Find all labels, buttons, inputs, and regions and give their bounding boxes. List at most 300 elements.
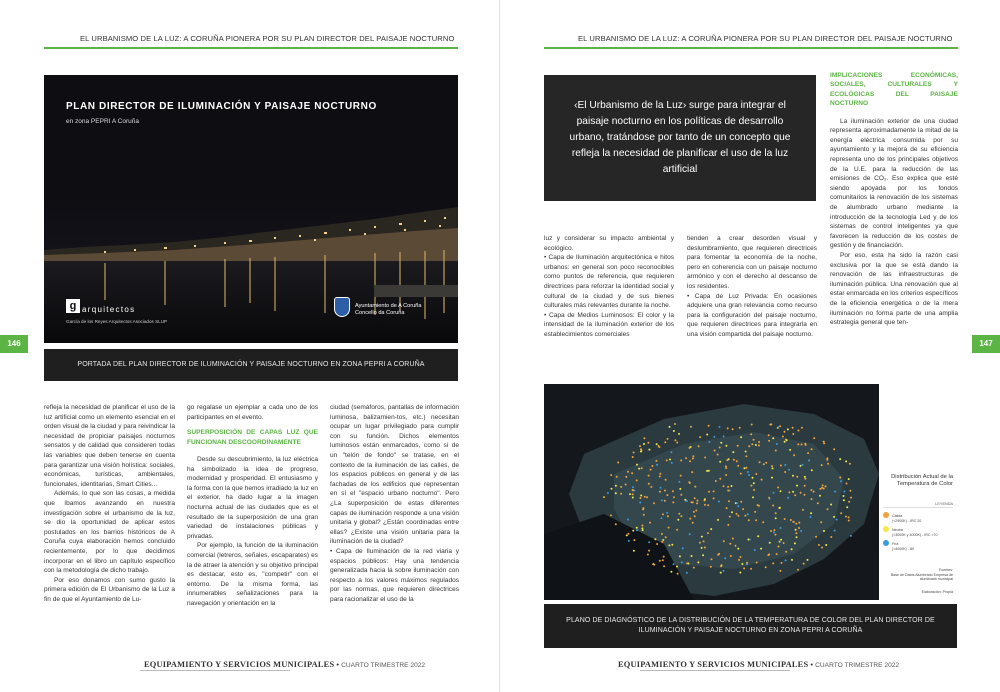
streetlight-dot [811, 448, 813, 450]
streetlight-dot [823, 442, 825, 444]
streetlight-dot [736, 513, 738, 515]
streetlight-dot [610, 514, 612, 516]
streetlight-dot [726, 507, 728, 509]
streetlight-dot [808, 460, 810, 462]
streetlight-dot [725, 445, 727, 447]
streetlight-dot [625, 484, 627, 486]
paragraph: refleja la necesidad de planificar el uso de la luz artificial como un elemento esencial en el orden visual de la ciudad y para reivindicar la necesidad de propiciar paisajes nocturnos sensatos y de calidad que consideren todas las variables que deben tenerse en cuenta para garantizar una visión holística: sociales, económicas, turísticas, ambientales, funcionales, identitarias, Smart Cities... [44, 404, 176, 488]
running-head: EL URBANISMO DE LA LUZ: A CORUÑA PIONERA POR SU PLAN DIRECTOR DEL PAISAJE NOCTURNO [578, 34, 953, 43]
streetlight-dot [656, 543, 658, 545]
streetlight-dot [633, 550, 635, 552]
legend-credit: Elaboración: Propia [921, 590, 953, 594]
streetlight-dot [653, 564, 655, 566]
streetlight-dot [692, 501, 694, 503]
streetlight-dot [826, 459, 828, 461]
streetlight-dot [706, 434, 708, 436]
streetlight-dot [666, 512, 668, 514]
streetlight-dot [735, 545, 737, 547]
streetlight-dot [617, 462, 619, 464]
legend-detail: (>3000K y 4000K) - IRC >70 [892, 532, 938, 537]
streetlight-dot [692, 455, 694, 457]
streetlight-dot [686, 500, 688, 502]
streetlight-dot [755, 519, 757, 521]
text-column-side [830, 71, 958, 328]
streetlight-dot [830, 536, 832, 538]
streetlight-dot [676, 566, 678, 568]
streetlight-dot [744, 515, 746, 517]
streetlight-dot [740, 473, 742, 475]
council-crest-icon [334, 297, 350, 317]
streetlight-dot [723, 435, 725, 437]
streetlight-dot [607, 492, 609, 494]
streetlight-dot [642, 525, 644, 527]
streetlight-dot [642, 508, 644, 510]
streetlight-dot [775, 534, 777, 536]
streetlight-dot [664, 500, 666, 502]
running-head-rule [544, 47, 958, 49]
streetlight-dot [677, 519, 679, 521]
streetlight-dot [633, 539, 635, 541]
streetlight-dot [636, 479, 638, 481]
streetlight-dot [679, 555, 681, 557]
streetlight-dot [689, 460, 691, 462]
paragraph: • Capa de Iluminación arquitectónica e hitos urbanos: en general son poco reconocibles como puntos de referencia, que requieren directrices para reforzar la identidad social y cultural de la ciudad y de sus bienes culturales más relevantes durante la noche. [544, 254, 674, 310]
streetlight-dot [732, 428, 734, 430]
streetlight-dot [665, 536, 667, 538]
paragraph: Por ejemplo, la función de la iluminación comercial (letreros, señales, escaparates) es la de atraer la atención y su objetivo principal es destacar, esto es, "competir" con el entorno. De la misma forma, las innumerables señalizaciones para la navegación y orientación en la [187, 542, 319, 607]
streetlight-dot [810, 516, 812, 518]
streetlight-dot [648, 475, 650, 477]
streetlight-dot [747, 513, 749, 515]
streetlight-dot [702, 554, 704, 556]
streetlight-dot [784, 431, 786, 433]
streetlight-dot [765, 566, 767, 568]
streetlight-dot [745, 451, 747, 453]
paragraph: • Capa de Medios Luminosos: El color y la intensidad de la iluminación exterior de los establecimientos comerciales [544, 311, 674, 338]
streetlight-dot [672, 501, 674, 503]
streetlight-dot [680, 475, 682, 477]
streetlight-dot [723, 485, 725, 487]
streetlight-dot [779, 425, 781, 427]
streetlight-dot [811, 469, 813, 471]
streetlight-dot [821, 487, 823, 489]
streetlight-dot [792, 475, 794, 477]
streetlight-dot [804, 476, 806, 478]
streetlight-dot [611, 488, 613, 490]
streetlight-dot [704, 498, 706, 500]
streetlight-dot [678, 481, 680, 483]
streetlight-dot [779, 570, 781, 572]
streetlight-dot [650, 486, 652, 488]
cover-caption: PORTADA DEL PLAN DIRECTOR DE ILUMINACIÓN Y PAISAJE NOCTURNO EN ZONA PEPRI A CORUÑA [44, 349, 458, 381]
streetlight-dot [784, 471, 786, 473]
streetlight-dot [751, 443, 753, 445]
streetlight-dot [725, 474, 727, 476]
streetlight-dot [760, 548, 762, 550]
streetlight-dot [833, 448, 835, 450]
legend-label: Neutra [892, 528, 903, 532]
streetlight-dot [737, 505, 739, 507]
streetlight-dot [664, 490, 666, 492]
map-legend [879, 384, 957, 600]
streetlight-dot [748, 474, 750, 476]
streetlight-dot [843, 495, 845, 497]
streetlight-dot [804, 494, 806, 496]
streetlight-dot [603, 496, 605, 498]
streetlight-dot [775, 512, 777, 514]
issue-quarter: CUARTO TRIMESTRE 2022 [341, 662, 426, 669]
streetlight-dot [632, 486, 634, 488]
streetlight-dot [794, 542, 796, 544]
cover-subtitle: en zona PEPRI A Coruña [66, 118, 139, 125]
streetlight-dot [748, 445, 750, 447]
streetlight-dot [737, 465, 739, 467]
streetlight-dot [670, 571, 672, 573]
streetlight-dot [821, 547, 823, 549]
streetlight-dot [821, 464, 823, 466]
publication-name: EQUIPAMIENTO Y SERVICIOS MUNICIPALES [618, 660, 809, 669]
streetlight-dot [711, 558, 713, 560]
streetlight-dot [661, 517, 663, 519]
streetlight-dot [834, 491, 836, 493]
streetlight-dot [730, 555, 732, 557]
streetlight-dot [628, 540, 630, 542]
legend-item-neutral [883, 526, 953, 537]
streetlight-dot [848, 520, 850, 522]
streetlight-dot [676, 529, 678, 531]
streetlight-dot [743, 467, 745, 469]
streetlight-dot [800, 530, 802, 532]
streetlight-dot [778, 546, 780, 548]
legend-detail: (<2900K) - IRC 20 [892, 518, 922, 523]
streetlight-dot [698, 445, 700, 447]
streetlight-dot [750, 485, 752, 487]
streetlight-dot [653, 502, 655, 504]
streetlight-dot [785, 551, 787, 553]
streetlight-dot [747, 471, 749, 473]
streetlight-dot [782, 436, 784, 438]
streetlight-dot [673, 430, 675, 432]
streetlight-dot [750, 568, 752, 570]
streetlight-dot [736, 460, 738, 462]
streetlight-dot [696, 502, 698, 504]
streetlight-dot [632, 489, 634, 491]
streetlight-dot [756, 562, 758, 564]
streetlight-dot [691, 555, 693, 557]
streetlight-dot [713, 497, 715, 499]
streetlight-dot [768, 434, 770, 436]
streetlight-dot [715, 480, 717, 482]
streetlight-dot [757, 535, 759, 537]
streetlight-dot [776, 443, 778, 445]
streetlight-dot [796, 485, 798, 487]
issue-quarter: CUARTO TRIMESTRE 2022 [815, 662, 900, 669]
text-column-mid-1 [544, 234, 674, 340]
streetlight-dot [752, 477, 754, 479]
streetlight-dot [839, 458, 841, 460]
paragraph: Por eso donamos con sumo gusto la primera edición de El Urbanismo de la Luz a fin de que el Ayuntamiento de Lu- [44, 576, 175, 603]
streetlight-dot [805, 444, 807, 446]
streetlight-dot [642, 529, 644, 531]
page-number: 146 [0, 335, 28, 353]
pull-quote: ‹El Urbanismo de la Luz› surge para integrar el paisaje nocturno en los políticas de desarrollo urbano, tratándose por tanto de un concepto que refleja la necesidad de planificar el uso de la luz artificial [544, 75, 816, 201]
streetlight-dot [758, 505, 760, 507]
streetlight-dot [640, 495, 642, 497]
running-head: EL URBANISMO DE LA LUZ: A CORUÑA PIONERA POR SU PLAN DIRECTOR DEL PAISAJE NOCTURNO [80, 34, 455, 43]
streetlight-dot [669, 426, 671, 428]
streetlight-dot [671, 544, 673, 546]
streetlight-dot [663, 565, 665, 567]
streetlight-dot [802, 464, 804, 466]
streetlight-dot [670, 451, 672, 453]
streetlight-dot [801, 444, 803, 446]
streetlight-dot [770, 530, 772, 532]
streetlight-dot [691, 471, 693, 473]
streetlight-dot [780, 465, 782, 467]
streetlight-dot [819, 488, 821, 490]
streetlight-dot [785, 559, 787, 561]
streetlight-dot [758, 441, 760, 443]
streetlight-dot [772, 437, 774, 439]
legend-heading: LEYENDA [883, 502, 953, 508]
streetlight-dot [662, 539, 664, 541]
footer [144, 660, 425, 669]
streetlight-dot [610, 474, 612, 476]
streetlight-dot [707, 532, 709, 534]
footer-separator: • [336, 660, 340, 669]
streetlight-dot [763, 463, 765, 465]
streetlight-dot [773, 492, 775, 494]
streetlight-dot [681, 561, 683, 563]
streetlight-dot [686, 572, 688, 574]
streetlight-dot [797, 569, 799, 571]
section-heading: IMPLICACIONES ECONÓMICAS, SOCIALES, CULTURALES Y ECOLÓGICAS DEL PAISAJE NOCTURNO [830, 72, 958, 108]
streetlight-dot [804, 485, 806, 487]
streetlight-dot [810, 512, 812, 514]
paragraph: Por eso, esta ha sido la razón casi exclusiva por la que se está dando la renovación de las infraestructuras de iluminación pública. Una renovación que al estar enmarcada en los criterios específicos de la eficiencia energética o de la mera iluminación no forma parte de una amplia estrategia general que ten- [830, 251, 958, 327]
streetlight-dot [767, 554, 769, 556]
page-number: 147 [972, 335, 1000, 353]
streetlight-dot [753, 439, 755, 441]
streetlight-dot [729, 516, 731, 518]
streetlight-dot [667, 438, 669, 440]
streetlight-dot [694, 486, 696, 488]
streetlight-dot [769, 424, 771, 426]
streetlight-dot [769, 542, 771, 544]
paragraph: luz y considerar su impacto ambiental y ecológico. [544, 235, 674, 252]
streetlight-dot [850, 497, 852, 499]
streetlight-dot [787, 428, 789, 430]
streetlight-dot [771, 465, 773, 467]
streetlight-dot [777, 487, 779, 489]
streetlight-dot [825, 485, 827, 487]
streetlight-dot [625, 476, 627, 478]
text-column-mid-2 [687, 234, 817, 340]
streetlight-dot [729, 543, 731, 545]
streetlight-dot [718, 501, 720, 503]
streetlight-dot [784, 464, 786, 466]
streetlight-dot [694, 497, 696, 499]
streetlight-dot [615, 492, 617, 494]
streetlight-dot [750, 433, 752, 435]
cold-dot-icon [883, 540, 889, 546]
streetlight-dot [662, 513, 664, 515]
streetlight-dot [776, 553, 778, 555]
streetlight-dot [737, 548, 739, 550]
streetlight-dot [620, 493, 622, 495]
streetlight-dot [850, 535, 852, 537]
streetlight-dot [804, 478, 806, 480]
streetlight-dot [723, 540, 725, 542]
streetlight-dot [668, 544, 670, 546]
legend-detail: (>4000K) - 80 [892, 546, 915, 551]
streetlight-dot [713, 490, 715, 492]
streetlight-dot [843, 491, 845, 493]
streetlight-dot [697, 561, 699, 563]
streetlight-dot [830, 504, 832, 506]
streetlight-dot [795, 532, 797, 534]
streetlight-dot [775, 450, 777, 452]
streetlight-dot [788, 491, 790, 493]
streetlight-dot [644, 496, 646, 498]
streetlight-dot [693, 511, 695, 513]
streetlight-dot [686, 562, 688, 564]
streetlight-dot [843, 499, 845, 501]
streetlight-dot [720, 442, 722, 444]
streetlight-dot [615, 485, 617, 487]
streetlight-dot [800, 465, 802, 467]
streetlight-dot [741, 563, 743, 565]
streetlight-dot [699, 542, 701, 544]
streetlight-dot [663, 556, 665, 558]
streetlight-dot [701, 547, 703, 549]
warm-dot-icon [883, 512, 889, 518]
streetlight-dot [746, 562, 748, 564]
streetlight-dot [690, 426, 692, 428]
legend-item-warm [883, 512, 953, 523]
text-column-2 [187, 403, 318, 609]
streetlight-dot [620, 486, 622, 488]
streetlight-dot [789, 449, 791, 451]
footer-rule [640, 670, 790, 671]
streetlight-dot [807, 452, 809, 454]
streetlight-dot [680, 459, 682, 461]
streetlight-dot [765, 462, 767, 464]
streetlight-dot [627, 519, 629, 521]
streetlight-dot [778, 507, 780, 509]
streetlight-dot [689, 533, 691, 535]
streetlight-dot [762, 521, 764, 523]
city-map-graphic [544, 384, 879, 600]
streetlight-dot [795, 523, 797, 525]
streetlight-dot [704, 457, 706, 459]
streetlight-dot [731, 485, 733, 487]
legend-sources: Base de Datos Alumbrado Empresa de alumbrado municipal [890, 573, 953, 582]
streetlight-dot [778, 541, 780, 543]
streetlight-dot [784, 518, 786, 520]
streetlight-dot [673, 496, 675, 498]
streetlight-dot [646, 496, 648, 498]
streetlight-dot [659, 473, 661, 475]
streetlight-dot [772, 562, 774, 564]
streetlight-dot [810, 489, 812, 491]
streetlight-dot [720, 565, 722, 567]
streetlight-dot [795, 529, 797, 531]
paragraph: Desde su descubrimiento, la luz eléctrica ha simbolizado la idea de progreso, modernidad y prosperidad. El entusiasmo y la forma con la que hemos irradiado la luz en el exterior, ha dado lugar a la imagen nocturna actual de las ciudades que es el resultado de la superposición de una gran variedad de instalaciones públicas y privadas. [187, 456, 318, 540]
streetlight-dot [797, 430, 799, 432]
streetlight-dot [747, 539, 749, 541]
streetlight-dot [780, 490, 782, 492]
map-caption: PLANO DE DIAGNÓSTICO DE LA DISTRIBUCIÓN DE LA TEMPERATURA DE COLOR DEL PLAN DIRECTOR DE ILUMINACIÓN Y PAISAJE NOCTURNO EN ZONA PEPRI A CORUÑA [544, 604, 957, 648]
neutral-dot-icon [883, 526, 889, 532]
streetlight-dot [714, 450, 716, 452]
streetlight-dot [759, 461, 761, 463]
streetlight-dot [848, 516, 850, 518]
streetlight-dot [713, 436, 715, 438]
streetlight-dot [752, 496, 754, 498]
streetlight-dot [648, 541, 650, 543]
publication-name: EQUIPAMIENTO Y SERVICIOS MUNICIPALES [144, 660, 335, 669]
streetlight-dot [791, 548, 793, 550]
streetlight-dot [659, 491, 661, 493]
streetlight-dot [745, 467, 747, 469]
streetlight-dot [704, 547, 706, 549]
streetlight-dot [772, 505, 774, 507]
streetlight-dot [718, 553, 720, 555]
streetlight-dot [661, 533, 663, 535]
streetlight-dot [786, 439, 788, 441]
streetlight-dot [738, 559, 740, 561]
paragraph: Además, lo que son las cosas, a medida que íbamos avanzando en nuestra investigación sobre el urbanismo de la luz, se dio la oportunidad de aplicar estos postulados en los barrios históricos de A Coruña cuya elaboración hemos concluido recientemente, por lo que decidimos incorporar en el libro un capítulo específico con la metodología de dicho trabajo. [44, 490, 175, 575]
color-temperature-map [544, 384, 957, 600]
streetlight-dot [708, 425, 710, 427]
streetlight-dot [719, 426, 721, 428]
streetlight-dot [739, 572, 741, 574]
streetlight-dot [632, 493, 634, 495]
legend-label: Fría [892, 542, 899, 546]
streetlight-dot [719, 461, 721, 463]
streetlight-dot [796, 536, 798, 538]
streetlight-dot [849, 490, 851, 492]
streetlight-dot [783, 542, 785, 544]
paragraph: • Capa de Luz Privada: En ocasiones adquiere una gran relevancia como recurso para la configuración del paisaje nocturno, que requieren directrices para integrarla en una visión compartida del paisaje nocturno. [687, 292, 817, 338]
streetlight-dot [648, 449, 650, 451]
text-column-1 [44, 403, 175, 604]
streetlight-dot [680, 494, 682, 496]
streetlight-dot [811, 498, 813, 500]
streetlight-dot [800, 492, 802, 494]
streetlight-dot [636, 527, 638, 529]
streetlight-dot [661, 499, 663, 501]
streetlight-dot [753, 482, 755, 484]
streetlight-dot [840, 480, 842, 482]
streetlight-dot [682, 547, 684, 549]
streetlight-dot [665, 479, 667, 481]
cover-image [44, 75, 458, 343]
streetlight-dot [797, 443, 799, 445]
streetlight-dot [751, 424, 753, 426]
streetlight-dot [678, 433, 680, 435]
streetlight-dot [840, 512, 842, 514]
streetlight-dot [743, 567, 745, 569]
cover-title: PLAN DIRECTOR DE ILUMINACIÓN Y PAISAJE NOCTURNO [66, 101, 377, 112]
streetlight-dot [651, 465, 653, 467]
streetlight-dot [641, 467, 643, 469]
streetlight-dot [727, 427, 729, 429]
streetlight-dot [792, 427, 794, 429]
streetlight-dot [792, 521, 794, 523]
streetlight-dot [791, 559, 793, 561]
